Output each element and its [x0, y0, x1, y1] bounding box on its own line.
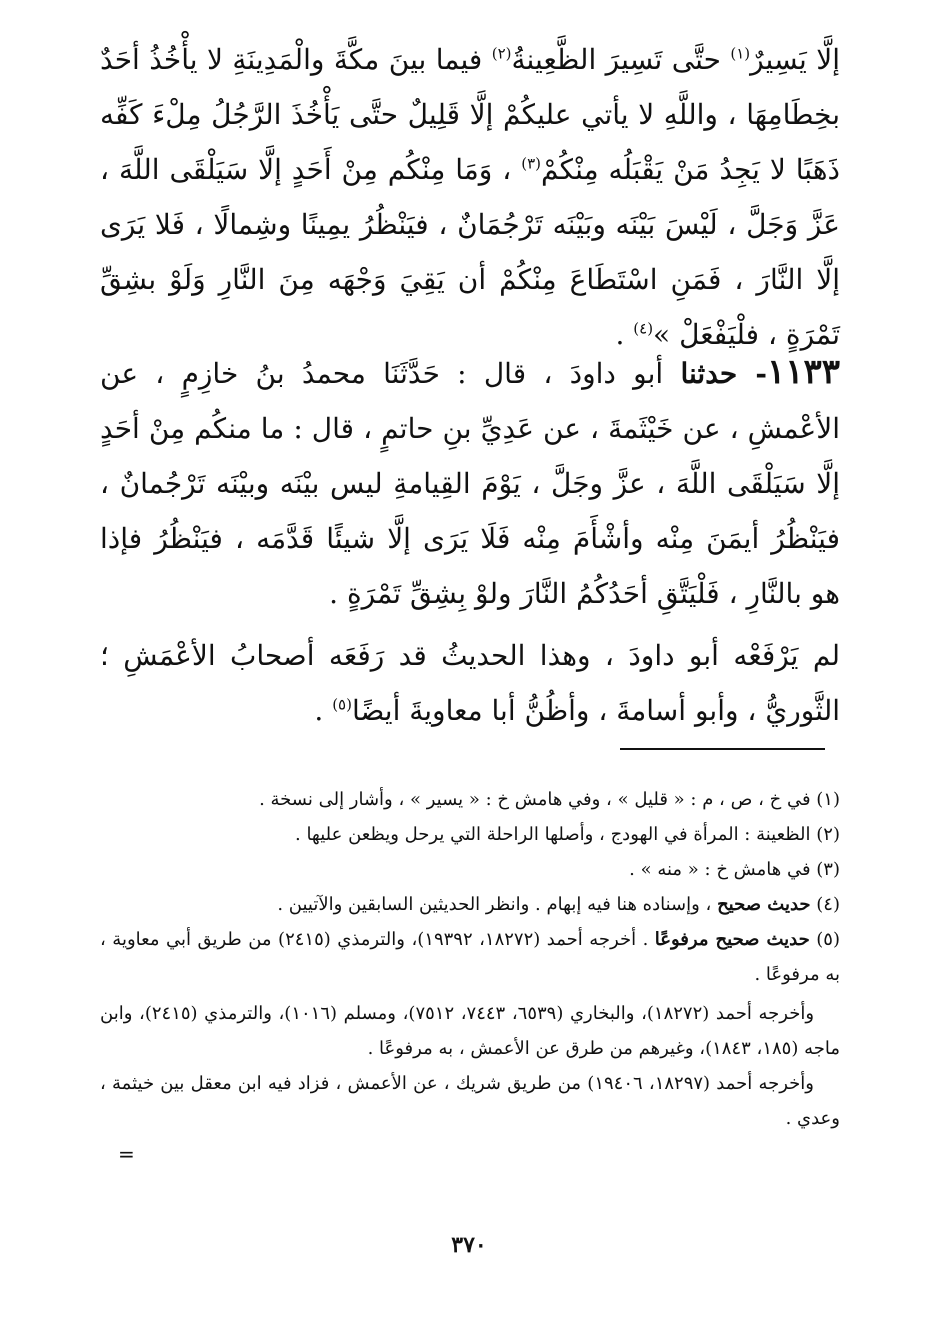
page-number: ٣٧٠ — [451, 1232, 487, 1258]
footnote-ref-2[interactable]: (٢) — [491, 44, 512, 63]
footnote-4-text: ، وإسناده هنا فيه إبهام . وانظر الحديثين السابقين والآتيين . — [277, 894, 718, 915]
para1-text-d: ، وَمَا مِنْكُم مِنْ أَحَدٍ إلَّا سَيَلْقَى اللَّهَ ، عَزَّ وَجَلَّ ، لَيْسَ بَيْنَه وبَيْنَه تَرْجُمَانٌ ، فيَنْظُرُ يمِينًا وشِمالًا ، فَلا يَرَى إلَّا النَّارَ ، فَمَنِ اسْتَطَاعَ مِنْكُمْ أن يَقِيَ وَجْهَه مِنَ النَّارِ وَلَوْ بشِقِّ تَمْرَةٍ ، فلْيَفْعَلْ » — [100, 153, 840, 351]
footnote-4 — [100, 887, 840, 922]
footnote-5-label: (٥) — [809, 929, 840, 950]
hadith-dash: - — [737, 357, 767, 390]
footnotes-section — [100, 782, 840, 1136]
hadith-continuation-paragraph — [100, 32, 840, 362]
footnote-5-part-2: وأخرجه أحمد (١٨٢٧٢)، والبخاري (٦٥٣٩، ٧٤٤٣، ٧٥١٢)، ومسلم (١٠١٦)، والترمذي (٢٤١٥)، وابن ماجه (١٨٥، ١٨٤٣)، وغيرهم من طرق عن الأعمش ، به مرفوعًا . — [100, 1003, 840, 1059]
footnote-4-grade: حديث صحيح — [717, 894, 811, 915]
footnote-ref-1[interactable]: (١) — [730, 44, 751, 63]
commentary-end: . — [314, 694, 333, 727]
footnote-2: (٢) الظعينة : المرأة في الهودج ، وأصلها الراحلة التي يرحل ويظعن عليها . — [295, 824, 840, 845]
commentary-text: لم يَرْفَعْه أبو داودَ ، وهذا الحديثُ قد رَفَعَه أصحابُ الأعْمَشِ ؛ الثَّوريُّ ، وأبو أسامةَ ، وأظُنُّ أبا معاويةَ أيضًا — [100, 639, 840, 727]
para1-text-a: إلَّا يَسِيرٌ — [750, 43, 840, 76]
haddathana-label: حدثنا — [680, 357, 738, 390]
hadith-1133-paragraph — [100, 345, 840, 621]
footnote-5-part-3: وأخرجه أحمد (١٨٢٩٧، ١٩٤٠٦) من طريق شريك ، عن الأعمش ، فزاد فيه ابن معقل بين خيثمة ، وعدي . — [100, 1073, 840, 1129]
hadith-1133-text: أبو داودَ ، قال : حَدَّثَنَا محمدُ بنُ خازِمٍ ، عن الأعْمشِ ، عن خَيْثَمةَ ، عن عَدِيِّ بنِ حاتمٍ ، قال : ما منكُم مِنْ أحَدٍ إلَّا سَيَلْقَى اللَّهَ ، عزَّ وجَلَّ ، يَوْمَ القِيامةِ ليس بيْنَه وبيْنَه تَرْجُمانٌ ، فيَنْظُرُ أيمَنَ مِنْه وأشْأَمَ مِنْه فَلَا يَرَى إلَّا شيئًا قَدَّمَه ، فيَنْظُرُ فإذا هو بالنَّارِ ، فَلْيَتَّقِ أحَدُكُمُ النَّارَ ولوْ بِشِقِّ تَمْرَةٍ . — [100, 357, 840, 610]
commentary-paragraph — [100, 628, 840, 738]
hadith-number: ١١٣٣ — [766, 352, 840, 392]
footnote-ref-4[interactable]: (٤) — [633, 319, 654, 338]
footnote-separator — [620, 748, 825, 750]
para1-text-c: فيما بينَ مكَّةَ والْمَدِينَةِ لا يأْخُذُ أحَدٌ بخِطَامِهَا ، واللَّهِ لا يأتي عليكُمْ إلَّا قَلِيلٌ حتَّى يَأْخُذَ الرَّجُلُ مِلْءَ كَفِّه ذَهَبًا لا يَجِدُ مَنْ يَقْبَلُه مِنْكُمْ — [100, 43, 840, 186]
footnote-5-grade: حديث صحيح مرفوعًا — [654, 929, 810, 950]
footnote-5-text: . أخرجه أحمد (١٨٢٧٢، ١٩٣٩٢)، والترمذي (٢٤١٥) من طريق أبي معاوية ، به مرفوعًا . — [100, 929, 840, 985]
footnote-ref-3[interactable]: (٣) — [521, 154, 542, 173]
footnote-1: (١) في خ ، ص ، م : « قليل » ، وفي هامش خ : « يسير » ، وأشار إلى نسخة . — [259, 789, 840, 810]
footnote-ref-5[interactable]: (٥) — [332, 695, 352, 714]
footnote-4-label: (٤) — [810, 894, 840, 915]
footnote-5 — [100, 922, 840, 992]
continuation-mark: = — [118, 1142, 135, 1166]
para1-text-b: حتَّى تَسِيرَ الظَّعِينةُ — [511, 43, 731, 76]
para1-text-e: . — [615, 318, 634, 351]
footnote-3: (٣) في هامش خ : « منه » . — [629, 859, 840, 880]
